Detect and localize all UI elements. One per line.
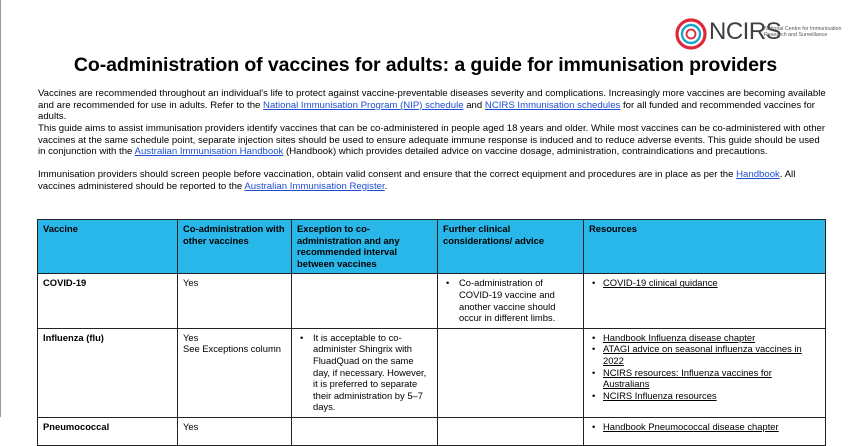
further-cell bbox=[438, 274, 584, 328]
ncirs-logo-icon bbox=[673, 16, 709, 52]
intro-text: . bbox=[384, 180, 388, 192]
coadmin-cell: Yes bbox=[178, 274, 292, 328]
intro-text: . All vaccines administered should be reported to the bbox=[38, 169, 796, 192]
list-item bbox=[589, 421, 820, 433]
exception-cell bbox=[292, 274, 438, 328]
table-header-row bbox=[38, 220, 826, 274]
coadmin-cell: Yes bbox=[178, 417, 292, 445]
intro-text: Vaccines are recommended throughout an individual's life to protect against vaccine-preventable diseases severity and complications. Increasingly more vaccines are becoming available and are recommended for use in adults. Refer to the bbox=[38, 88, 826, 111]
header-exception: Exception to co-administration and any recommended interval between vaccines bbox=[292, 220, 438, 274]
table-row bbox=[38, 274, 826, 328]
intro-text: (Handbook) which provides detailed advice on vaccine dosage, administration, contraindications and precautions. bbox=[283, 146, 768, 158]
vaccine-cell: Influenza (flu) bbox=[38, 328, 178, 417]
ncirs-influenza-vaccines-link[interactable]: NCIRS resources: Influenza vaccines for Australians bbox=[603, 366, 772, 390]
immunisation-handbook-link[interactable]: Australian Immunisation Handbook bbox=[134, 146, 284, 158]
nip-schedule-link[interactable]: National Immunisation Program (NIP) schedule bbox=[263, 99, 464, 111]
covid-clinical-guidance-link[interactable]: COVID-19 clinical guidance bbox=[603, 277, 718, 289]
list-item bbox=[589, 332, 820, 344]
list-item bbox=[589, 390, 820, 402]
exception-cell bbox=[292, 417, 438, 445]
handbook-pneumococcal-link[interactable]: Handbook Pneumococcal disease chapter bbox=[603, 420, 779, 432]
intro-paragraph-1 bbox=[38, 88, 828, 123]
ncirs-logo bbox=[673, 14, 843, 54]
intro-paragraph-2 bbox=[38, 123, 828, 158]
logo-wordmark: NCIRS bbox=[709, 18, 782, 45]
vaccine-cell: Pneumococcal bbox=[38, 417, 178, 445]
list-item bbox=[589, 277, 820, 289]
intro-text: Immunisation providers should screen people before vaccination, obtain valid consent and ensure that the correct equipment and procedures are in place as per the bbox=[38, 169, 737, 180]
coadmin-cell bbox=[178, 328, 292, 417]
resources-cell bbox=[584, 328, 826, 417]
header-resources: Resources bbox=[584, 220, 826, 274]
ncirs-schedules-link[interactable]: NCIRS Immunisation schedules bbox=[484, 99, 621, 111]
table-row bbox=[38, 328, 826, 417]
coadmin-note: See Exceptions column bbox=[183, 343, 281, 355]
handbook-influenza-link[interactable]: Handbook Influenza disease chapter bbox=[603, 331, 756, 343]
resources-cell bbox=[584, 274, 826, 328]
handbook-link[interactable]: Handbook bbox=[736, 169, 780, 180]
header-further-considerations: Further clinical considerations/ advice bbox=[438, 220, 584, 274]
header-coadministration: Co-administration with other vaccines bbox=[178, 220, 292, 274]
logo-subtitle: National Centre for Immunisation Research and Surveillance bbox=[764, 26, 842, 38]
header-vaccine: Vaccine bbox=[38, 220, 178, 274]
vaccine-coadministration-table bbox=[37, 219, 826, 446]
intro-text: and bbox=[463, 99, 485, 111]
page-title: Co-administration of vaccines for adults: a guide for immunisation providers bbox=[73, 54, 778, 76]
vaccine-cell: COVID-19 bbox=[38, 274, 178, 328]
coadmin-value: Yes bbox=[183, 331, 199, 343]
immunisation-register-link[interactable]: Australian Immunisation Register bbox=[244, 180, 385, 192]
resources-cell bbox=[584, 417, 826, 445]
list-item: • Co-administration of COVID-19 vaccine and another vaccine should occur in different limbs. bbox=[443, 277, 578, 323]
intro-text: This guide aims to assist immunisation providers identify vaccines that can be co-administered in people aged 18 years and older. While most vaccines can be co-administered with other vaccines at the same schedule point, separate injection sites should be used to ensure adequate immune response is induced and to reduce adverse events. This guide should be used in conjunction with the bbox=[38, 123, 826, 158]
table-row bbox=[38, 417, 826, 445]
ncirs-influenza-resources-link[interactable]: NCIRS Influenza resources bbox=[603, 389, 717, 401]
list-item bbox=[589, 367, 820, 390]
atagi-influenza-link[interactable]: ATAGI advice on seasonal influenza vaccines in 2022 bbox=[603, 343, 802, 366]
intro-text: for all funded and recommended vaccines for adults. bbox=[38, 99, 815, 123]
exception-cell bbox=[292, 328, 438, 417]
further-cell bbox=[438, 417, 584, 445]
list-item: • It is acceptable to co-administer Shingrix with FluadQuad on the same day, if necessary. However, it is preferred to separate their administration by 5–7 days. bbox=[297, 332, 432, 413]
intro-paragraph-3 bbox=[38, 169, 828, 192]
further-cell bbox=[438, 328, 584, 417]
list-item bbox=[589, 343, 820, 366]
